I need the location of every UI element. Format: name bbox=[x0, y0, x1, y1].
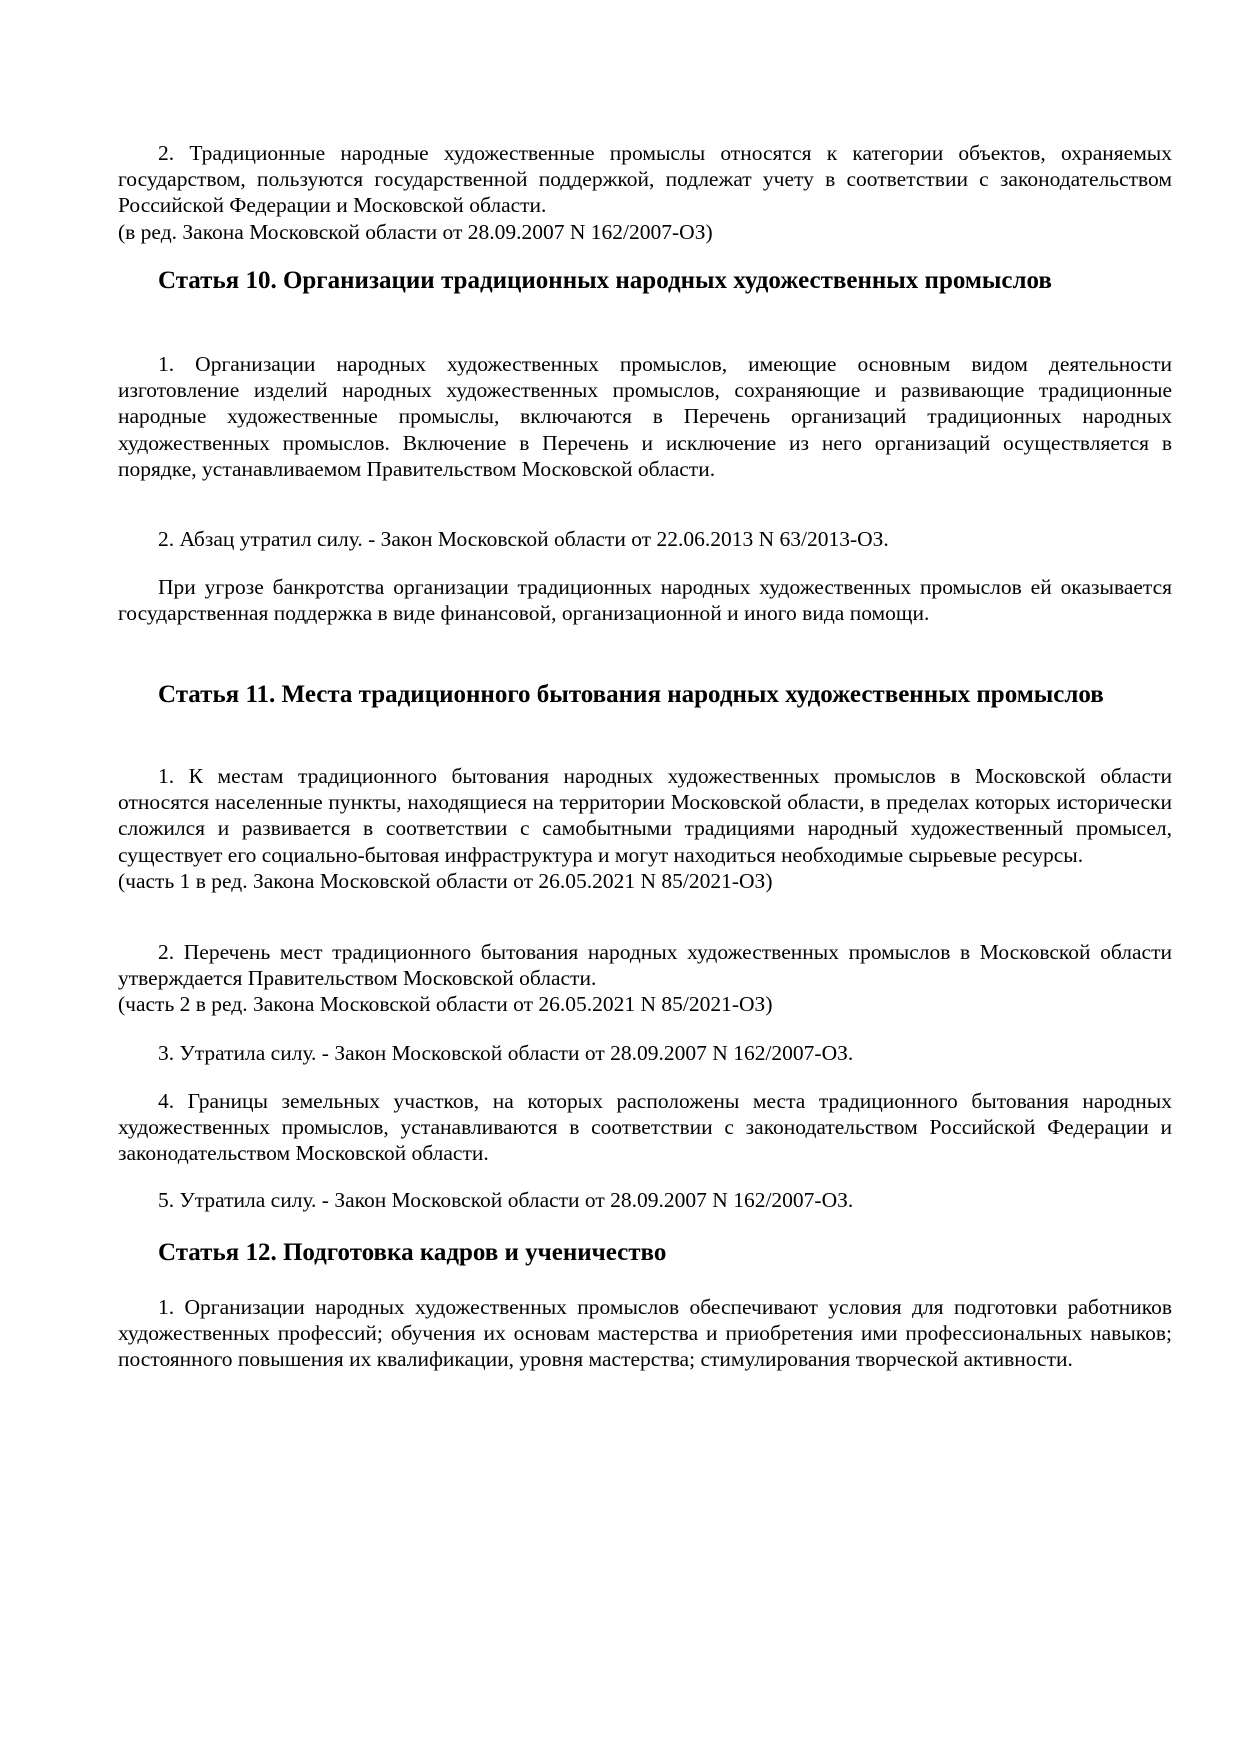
paragraph-text: 3. Утратила силу. - Закон Московской области от 28.09.2007 N 162/2007-ОЗ. bbox=[158, 1041, 854, 1065]
paragraph-12-1 bbox=[118, 1294, 1172, 1373]
paragraph-text: 2. Перечень мест традиционного бытования народных художественных промыслов в Московской области утверждается Правительством Московской области. bbox=[118, 940, 1172, 991]
paragraph-text: 2. Традиционные народные художественные промыслы относятся к категории объектов, охраняемых государством, пользуются государственной поддержкой, подлежат учету в соответствии с законодательством Российской Федерации и Московской области. bbox=[118, 141, 1172, 218]
paragraph-text: 1. Организации народных художественных промыслов обеспечивают условия для подготовки работников художественных профессий; обучения их основам мастерства и приобретения ими профессиональных навыков; постоянного повышения их квалификации, уровня мастерства; стимулирования творческой активности. bbox=[118, 1295, 1172, 1372]
paragraph-text: 1. К местам традиционного бытования народных художественных промыслов в Московской области относятся населенные пункты, находящиеся на территории Московской области, в пределах которых исторически сложился и развивается в соответствии с самобытными традициями народный художественный промысел, существует его социально-бытовая инфраструктура и могут находиться необходимые сырьевые ресурсы. bbox=[118, 764, 1172, 867]
paragraph-11-1 bbox=[118, 763, 1172, 894]
paragraph-text: 2. Абзац утратил силу. - Закон Московской области от 22.06.2013 N 63/2013-ОЗ. bbox=[158, 527, 889, 551]
article-10-heading: Статья 10. Организации традиционных народных художественных промыслов bbox=[158, 267, 1052, 294]
paragraph-10-3 bbox=[118, 574, 1172, 626]
paragraph-text: 5. Утратила силу. - Закон Московской области от 28.09.2007 N 162/2007-ОЗ. bbox=[158, 1188, 854, 1212]
amendment-note: (в ред. Закона Московской области от 28.09.2007 N 162/2007-ОЗ) bbox=[118, 219, 713, 244]
paragraph-text: 4. Границы земельных участков, на которых расположены места традиционного бытования народных художественных промыслов, устанавливаются в соответствии с законодательством Российской Федерации и законодательством Московской области. bbox=[118, 1089, 1172, 1166]
paragraph-9-2 bbox=[118, 140, 1172, 245]
paragraph-text: При угрозе банкротства организации традиционных народных художественных промыслов ей оказывается государственная поддержка в виде финансовой, организационной и иного вида помощи. bbox=[118, 575, 1172, 626]
paragraph-text: 1. Организации народных художественных промыслов, имеющие основным видом деятельности изготовление изделий народных художественных промыслов, сохраняющие и развивающие традиционные народные художественные промыслы, включаются в Перечень организаций традиционных народных художественных промыслов. Включение в Перечень и исключение из него организаций осуществляется в порядке, устанавливаемом Правительством Московской области. bbox=[118, 352, 1172, 481]
paragraph-11-3 bbox=[118, 1040, 1172, 1066]
amendment-note: (часть 2 в ред. Закона Московской области от 26.05.2021 N 85/2021-ОЗ) bbox=[118, 992, 773, 1017]
paragraph-11-5 bbox=[118, 1187, 1172, 1213]
paragraph-11-4 bbox=[118, 1088, 1172, 1167]
paragraph-10-1 bbox=[118, 351, 1172, 482]
amendment-note: (часть 1 в ред. Закона Московской области от 26.05.2021 N 85/2021-ОЗ) bbox=[118, 868, 773, 893]
paragraph-10-2 bbox=[118, 526, 1172, 552]
article-12-heading: Статья 12. Подготовка кадров и ученичество bbox=[158, 1239, 667, 1266]
paragraph-11-2 bbox=[118, 939, 1172, 1018]
article-11-heading: Статья 11. Места традиционного бытования народных художественных промыслов bbox=[158, 681, 1104, 708]
